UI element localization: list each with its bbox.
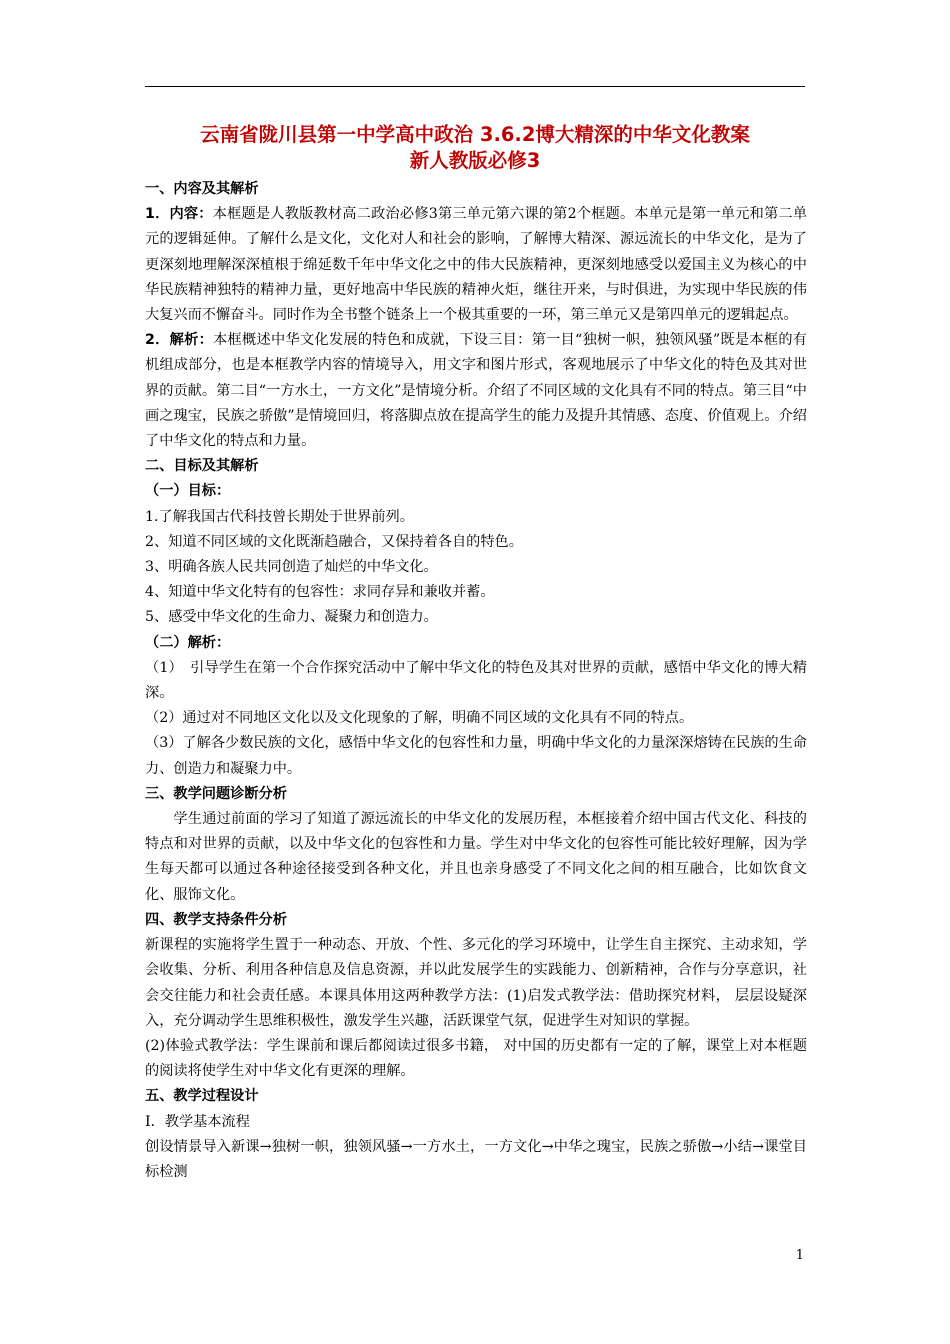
content-label: 1．内容： — [145, 206, 213, 223]
section-1-paragraph-2 — [145, 328, 807, 454]
goal-item: 1.了解我国古代科技曾长期处于世界前列。 — [145, 508, 414, 525]
title-line-2: 新人教版必修3 — [409, 149, 541, 172]
section-3-paragraph: 学生通过前面的学习了知道了源远流长的中华文化的发展历程，本框接着介绍中国古代文化、科技的特点和对世界的贡献，以及中华文化的包容性和力量。学生对中华文化的包容性可能比较好理解，因为学生每天都可以通过各种途径接受到各种文化，并且也亲身感受了不同文化之间的相互融合，比如饮食文化、服饰文化。 — [145, 811, 807, 903]
document-body — [145, 177, 807, 1185]
flow-text: 创设情景导入新课→独树一帜，独领风骚→一方水土，一方文化→中华之瑰宝，民族之骄傲→小结→课堂目标检测 — [145, 1138, 807, 1180]
section-3-heading: 三、教学问题诊断分析 — [145, 785, 287, 802]
section-4-heading: 四、教学支持条件分析 — [145, 911, 287, 928]
document-title — [145, 122, 805, 174]
section-4-paragraph-1: 新课程的实施将学生置于一种动态、开放、个性、多元化的学习环境中，让学生自主探究、主动求知，学会收集、分析、利用各种信息及信息资源，并以此发展学生的实践能力、创新精神，合作与分享意识，社会交往能力和社会责任感。本课具体用这两种教学方法：(1)启发式教学法：借助探究材料， 层层设疑深入，充分调动学生思维积极性，激发学生兴趣，活跃课堂气氛，促进学生对知识的掌握。 — [145, 937, 807, 1029]
page-number: 1 — [795, 1248, 804, 1263]
section-2-heading: 二、目标及其解析 — [145, 458, 259, 475]
flow-subheading: Ⅰ．教学基本流程 — [145, 1113, 250, 1130]
analysis-label: 2．解析： — [145, 332, 214, 349]
section-5-heading: 五、教学过程设计 — [145, 1088, 259, 1105]
analysis-item: （1） 引导学生在第一个合作探究活动中了解中华文化的特色及其对世界的贡献，感悟中华文化的博大精深。 — [145, 659, 807, 702]
analysis-text: 本框概述中华文化发展的特色和成就，下设三目：第一目“独树一帜，独领风骚”既是本框的有机组成部分，也是本框教学内容的情境导入，用文字和图片形式，客观地展示了中华文化的特色及其对世界的贡献。第二目“一方水土，一方文化”是情境分析。介绍了不同区域的文化具有不同的特点。第三目“中画之瑰宝，民族之骄傲”是情境回归，将落脚点放在提高学生的能力及提升其情感、态度、价值观上。介绍了中华文化的特点和力量。 — [145, 332, 807, 450]
goal-item: 5、感受中华文化的生命力、凝聚力和创造力。 — [145, 609, 438, 626]
title-line-1: 云南省陇川县第一中学高中政治 3.6.2博大精深的中华文化教案 — [200, 123, 750, 146]
goals-subheading: （一）目标： — [145, 483, 231, 500]
section-4-paragraph-2: (2)体验式教学法：学生课前和课后都阅读过很多书籍， 对中国的历史都有一定的了解，课堂上对本框题的阅读将使学生对中华文化有更深的理解。 — [145, 1037, 807, 1080]
analysis-item: （3）了解各少数民族的文化，感悟中华文化的包容性和力量，明确中华文化的力量深深熔铸在民族的生命力、创造力和凝聚力中。 — [145, 735, 807, 777]
header-rule — [145, 86, 805, 87]
section-1-heading: 一、内容及其解析 — [145, 181, 259, 197]
section-1-paragraph-1 — [145, 202, 807, 328]
goal-item: 3、明确各族人民共同创造了灿烂的中华文化。 — [145, 559, 438, 576]
analysis-subheading: （二）解析： — [145, 634, 231, 651]
goal-item: 4、知道中华文化特有的包容性：求同存异和兼收并蓄。 — [145, 584, 495, 601]
goal-item: 2、知道不同区域的文化既渐趋融合，又保持着各自的特色。 — [145, 533, 523, 550]
content-text: 本框题是人教版教材高二政治必修3第三单元第六课的第2个框题。本单元是第一单元和第二单元的逻辑延伸。了解什么是文化，文化对人和社会的影响，了解博大精深、源远流长的中华文化，是为了更深刻地理解深深植根于绵延数千年中华文化之中的伟大民族精神，更深刻地感受以爱国主义为核心的中华民族精神独特的精神力量，更好地高中华民族的精神火炬，继往开来，与时俱进，为实现中华民族的伟大复兴而不懈奋斗。同时作为全书整个链条上一个极其重要的一环，第三单元又是第四单元的逻辑起点。 — [145, 206, 808, 324]
analysis-item: （2）通过对不同地区文化以及文化现象的了解，明确不同区域的文化具有不同的特点。 — [145, 710, 694, 727]
